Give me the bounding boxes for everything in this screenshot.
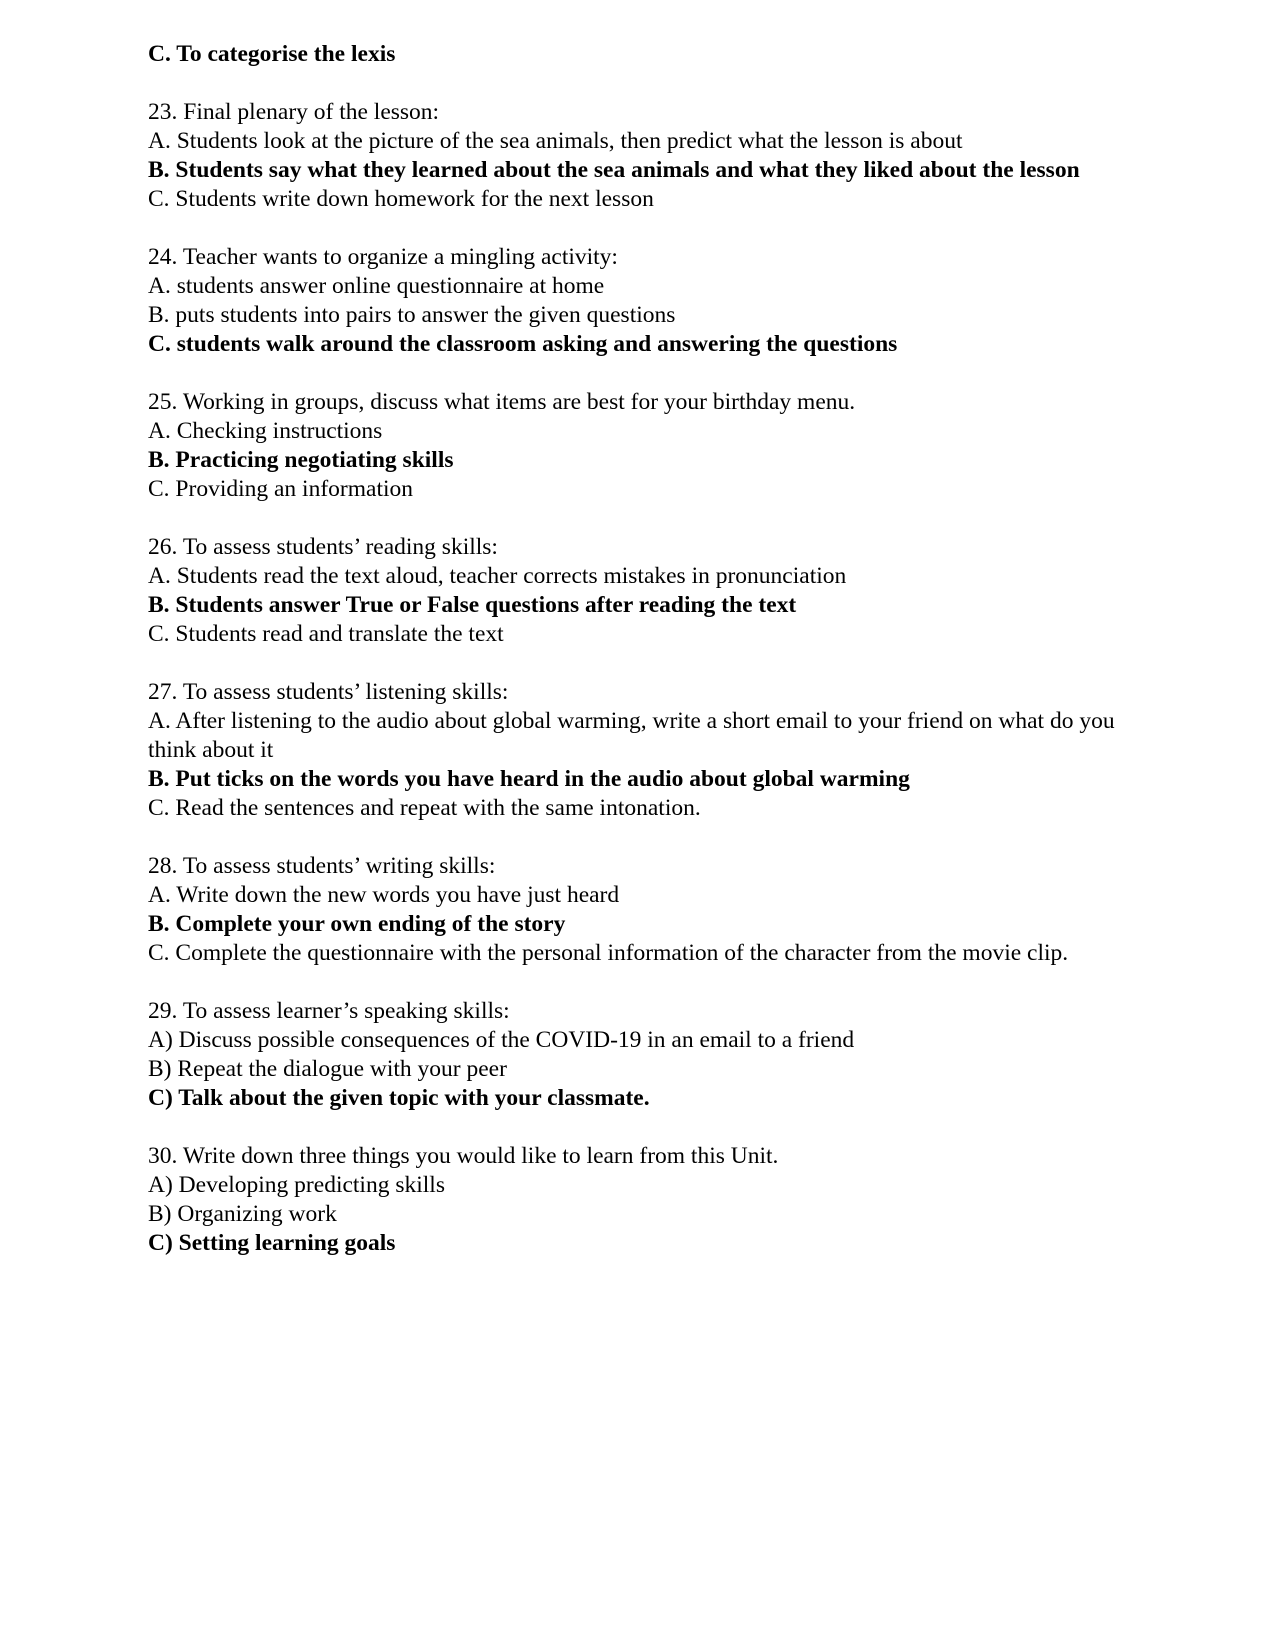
option-a: A) Developing predicting skills <box>148 1172 445 1198</box>
option-b: B. puts students into pairs to answer the given questions <box>148 302 676 328</box>
option-b: B) Repeat the dialogue with your peer <box>148 1056 507 1082</box>
option-b-correct: B. Complete your own ending of the story <box>148 911 566 937</box>
option-b-correct: B. Students say what they learned about the sea animals and what they liked about the lesson <box>148 157 1080 183</box>
option-c: C. Complete the questionnaire with the personal information of the character from the movie clip. <box>148 940 1069 966</box>
option-c: C. Providing an information <box>148 476 414 502</box>
option-a: A. Students read the text aloud, teacher corrects mistakes in pronunciation <box>148 563 847 589</box>
option-b-correct: B. Practicing negotiating skills <box>148 447 454 473</box>
option-c: C. Students write down homework for the next lesson <box>148 186 654 212</box>
question-25 <box>148 388 1115 504</box>
option-a: A. Checking instructions <box>148 418 383 444</box>
option-a: A. Students look at the picture of the sea animals, then predict what the lesson is about <box>148 128 963 154</box>
question-stem: 30. Write down three things you would like to learn from this Unit. <box>148 1143 779 1169</box>
question-29 <box>148 997 1115 1113</box>
question-stem: 29. To assess learner’s speaking skills: <box>148 998 510 1024</box>
option-a: A. After listening to the audio about global warming, write a short email to your friend on what do you think about it <box>148 708 1115 763</box>
question-stem: 28. To assess students’ writing skills: <box>148 853 496 879</box>
question-27 <box>148 678 1115 823</box>
question-stem: 25. Working in groups, discuss what items are best for your birthday menu. <box>148 389 856 415</box>
question-24 <box>148 243 1115 359</box>
option-b: B) Organizing work <box>148 1201 337 1227</box>
option-c-correct: C. students walk around the classroom asking and answering the questions <box>148 331 898 357</box>
question-stem: 27. To assess students’ listening skills: <box>148 679 509 705</box>
option-c: C. Read the sentences and repeat with the same intonation. <box>148 795 701 821</box>
option-b-correct: B. Put ticks on the words you have heard in the audio about global warming <box>148 766 910 792</box>
option-c-correct: C) Talk about the given topic with your classmate. <box>148 1085 650 1111</box>
option-a: A) Discuss possible consequences of the COVID-19 in an email to a friend <box>148 1027 855 1053</box>
option-c-correct: C) Setting learning goals <box>148 1230 396 1256</box>
question-stem: 24. Teacher wants to organize a mingling activity: <box>148 244 618 270</box>
intro-answer-line: C. To categorise the lexis <box>148 41 396 67</box>
question-stem: 23. Final plenary of the lesson: <box>148 99 440 125</box>
option-a: A. students answer online questionnaire at home <box>148 273 605 299</box>
question-stem: 26. To assess students’ reading skills: <box>148 534 498 560</box>
question-30 <box>148 1142 1115 1258</box>
question-26 <box>148 533 1115 649</box>
option-c: C. Students read and translate the text <box>148 621 504 647</box>
option-b-correct: B. Students answer True or False questions after reading the text <box>148 592 797 618</box>
question-28 <box>148 852 1115 968</box>
question-23 <box>148 98 1115 214</box>
option-a: A. Write down the new words you have just heard <box>148 882 620 908</box>
